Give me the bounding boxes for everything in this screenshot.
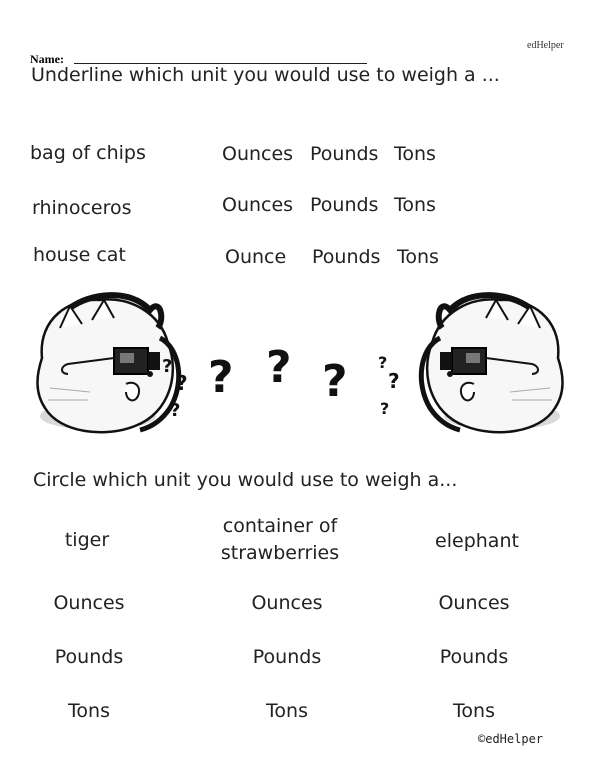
item-label: tiger (64, 529, 110, 551)
unit-option[interactable]: Pounds (312, 246, 381, 268)
unit-option[interactable]: Ounces (222, 194, 294, 216)
name-label: Name: (30, 52, 64, 66)
svg-text:?: ? (162, 356, 173, 377)
illustration (30, 288, 570, 448)
unit-option[interactable]: Tons (397, 246, 439, 268)
unit-option[interactable]: Tons (68, 700, 110, 722)
unit-option[interactable]: Ounces (438, 592, 510, 614)
unit-option[interactable]: Ounces (251, 592, 323, 614)
unit-option[interactable]: Ounces (53, 592, 125, 614)
copyright-label: ©edHelper (478, 732, 544, 746)
confused-cat-icon (37, 295, 187, 432)
question-mark-icon: ? (322, 356, 348, 407)
svg-text:?: ? (170, 400, 181, 421)
svg-text:?: ? (380, 399, 390, 418)
unit-option[interactable]: Pounds (252, 646, 322, 668)
unit-option[interactable]: Pounds (310, 194, 379, 216)
item-label: house cat (33, 244, 126, 266)
unit-option[interactable]: Pounds (54, 646, 124, 668)
item-label: container of strawberries (220, 515, 340, 564)
item-label: rhinoceros (32, 197, 132, 219)
unit-option[interactable]: Pounds (439, 646, 509, 668)
svg-text:?: ? (388, 369, 400, 393)
unit-option[interactable]: Tons (266, 700, 308, 722)
unit-option[interactable]: Pounds (310, 143, 379, 165)
unit-option[interactable]: Tons (394, 143, 436, 165)
unit-option[interactable]: Ounces (222, 143, 294, 165)
unit-option[interactable]: Ounce (225, 246, 287, 268)
confused-cat-icon (421, 295, 562, 432)
instruction-underline: Underline which unit you would use to weigh a ... (31, 64, 500, 86)
question-mark-icon: ? (208, 352, 234, 403)
item-label: elephant (435, 530, 519, 552)
unit-option[interactable]: Tons (394, 194, 436, 216)
svg-text:?: ? (176, 371, 188, 395)
svg-text:?: ? (378, 353, 388, 372)
brand-label: edHelper (527, 40, 564, 51)
question-mark-icon: ? (266, 342, 292, 393)
instruction-circle: Circle which unit you would use to weigh a... (33, 469, 458, 491)
item-label: bag of chips (30, 142, 146, 164)
unit-option[interactable]: Tons (453, 700, 495, 722)
